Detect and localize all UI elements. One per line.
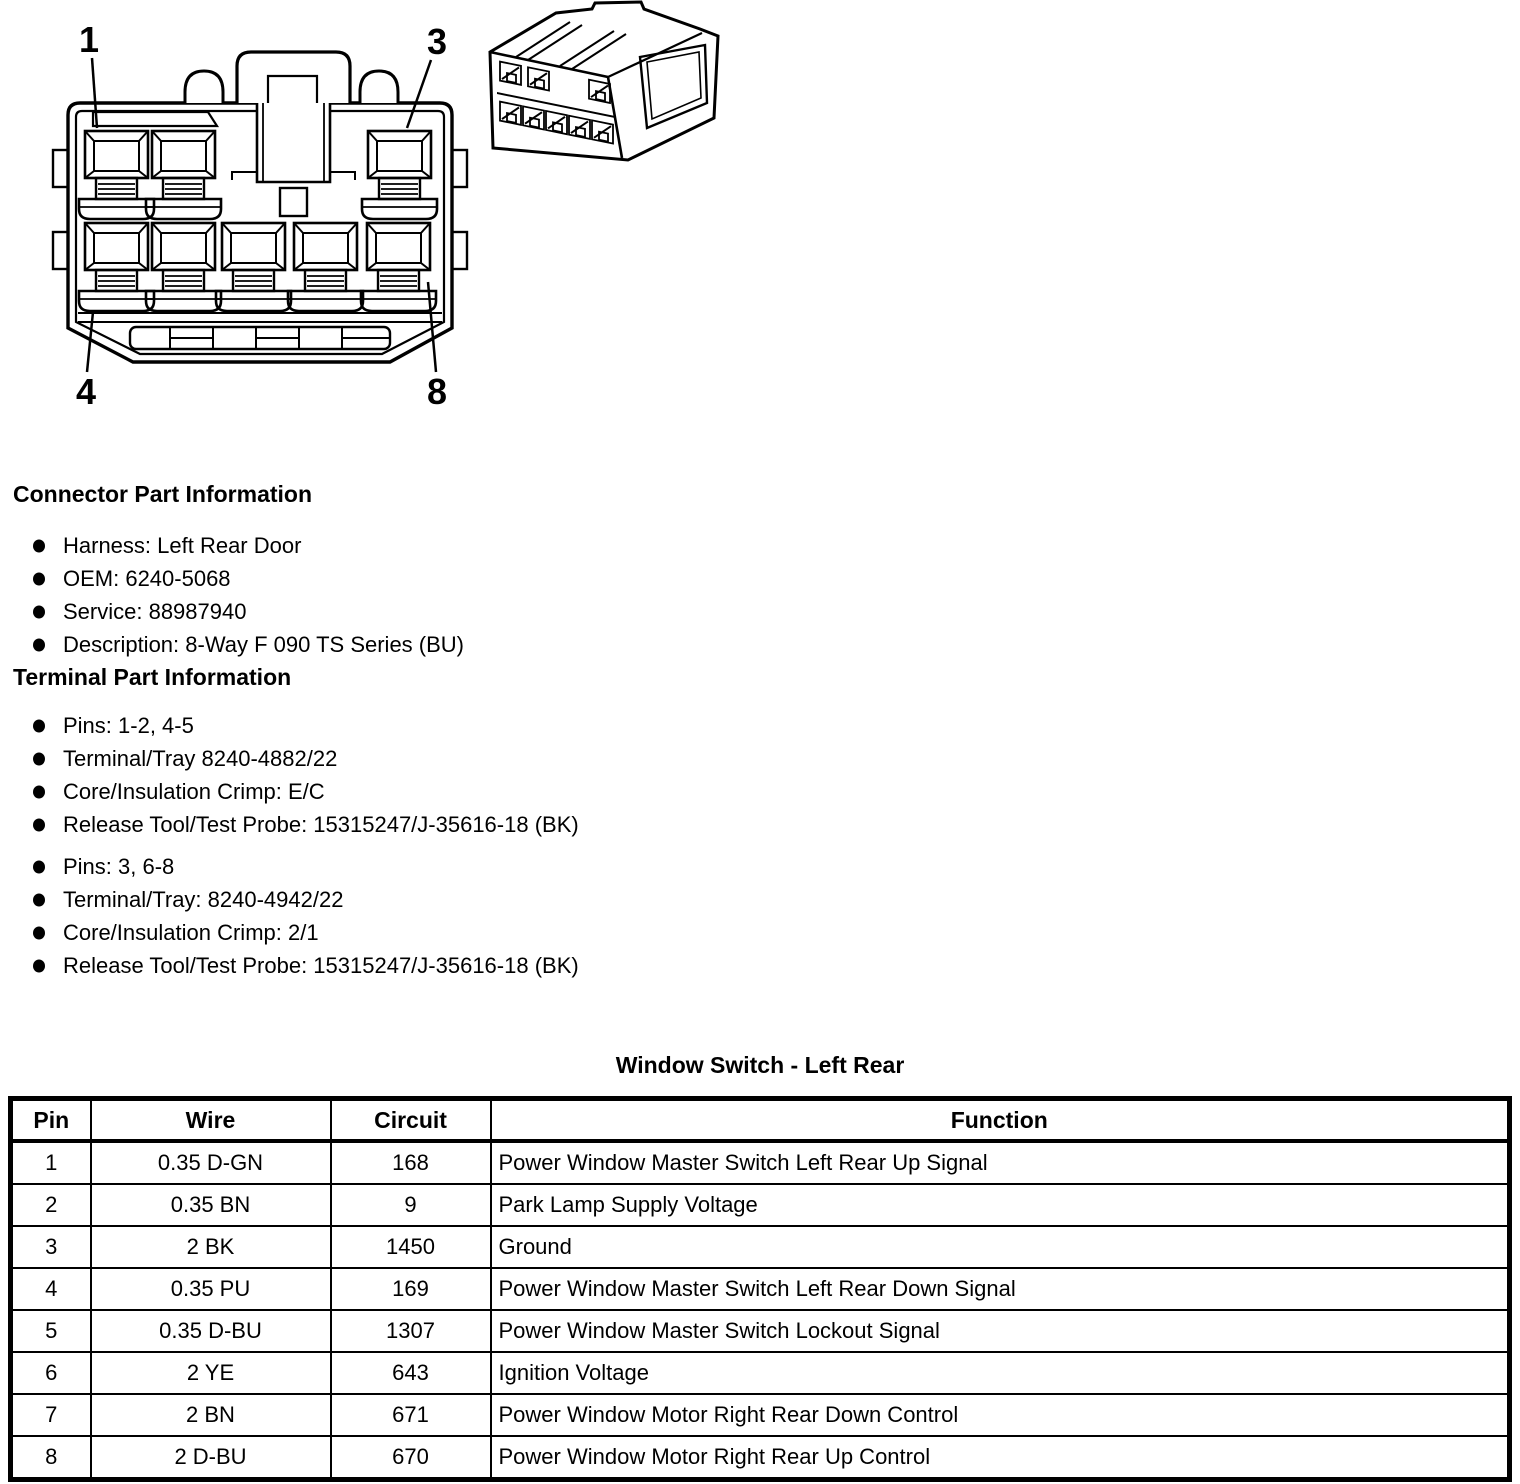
cell-pin: 2 — [11, 1184, 91, 1226]
cell-wire: 2 D-BU — [91, 1436, 331, 1480]
list-item-text: OEM: 6240-5068 — [63, 565, 231, 591]
bullet-icon — [33, 752, 45, 765]
bullet-icon — [33, 926, 45, 939]
connector-perspective-view — [490, 2, 718, 160]
terminal-info-list-2 — [0, 850, 900, 982]
table-row — [11, 1141, 1510, 1184]
list-item-text: Harness: Left Rear Door — [63, 532, 302, 558]
cell-circuit: 9 — [331, 1184, 491, 1226]
table-row — [11, 1184, 1510, 1226]
cell-wire: 0.35 D-GN — [91, 1141, 331, 1184]
cell-pin: 4 — [11, 1268, 91, 1310]
cell-pin: 7 — [11, 1394, 91, 1436]
table-row — [11, 1352, 1510, 1394]
col-header-circuit: Circuit — [331, 1099, 491, 1142]
cell-wire: 2 YE — [91, 1352, 331, 1394]
list-item — [0, 775, 900, 808]
list-item-text: Release Tool/Test Probe: 15315247/J-35616-18 (BK) — [63, 952, 579, 978]
table-row — [11, 1310, 1510, 1352]
cell-function: Power Window Master Switch Left Rear Down Signal — [491, 1268, 1510, 1310]
connector-info-heading: Connector Part Information — [13, 481, 313, 507]
terminal-info-list-1 — [0, 709, 900, 841]
bullet-icon — [33, 893, 45, 906]
cell-function: Power Window Master Switch Left Rear Up Signal — [491, 1141, 1510, 1184]
list-item-text: Pins: 3, 6-8 — [63, 853, 175, 879]
terminal-info-heading: Terminal Part Information — [13, 664, 292, 690]
table-row — [11, 1394, 1510, 1436]
cell-function: Power Window Motor Right Rear Down Control — [491, 1394, 1510, 1436]
list-item-text: Description: 8-Way F 090 TS Series (BU) — [63, 631, 465, 657]
cell-circuit: 1450 — [331, 1226, 491, 1268]
col-header-function: Function — [491, 1099, 1510, 1142]
cell-circuit: 168 — [331, 1141, 491, 1184]
list-item-text: Terminal/Tray 8240-4882/22 — [63, 745, 338, 771]
cell-circuit: 670 — [331, 1436, 491, 1480]
pin-table-title: Window Switch - Left Rear — [615, 1052, 905, 1078]
connector-info-list — [0, 529, 900, 661]
cell-pin: 8 — [11, 1436, 91, 1480]
cell-circuit: 643 — [331, 1352, 491, 1394]
list-item-text: Service: 88987940 — [63, 598, 247, 624]
bullet-icon — [33, 638, 45, 651]
list-item-text: Terminal/Tray: 8240-4942/22 — [63, 886, 344, 912]
cell-pin: 5 — [11, 1310, 91, 1352]
connector-diagram — [0, 0, 770, 435]
list-item — [0, 709, 900, 742]
cell-pin: 3 — [11, 1226, 91, 1268]
col-header-wire: Wire — [91, 1099, 331, 1142]
table-header-row — [11, 1099, 1510, 1142]
bullet-icon — [33, 818, 45, 831]
pin-label-4: 4 — [75, 371, 97, 412]
table-row — [11, 1436, 1510, 1480]
col-header-pin: Pin — [11, 1099, 91, 1142]
cell-function: Power Window Motor Right Rear Up Control — [491, 1436, 1510, 1480]
cell-wire: 0.35 BN — [91, 1184, 331, 1226]
cavity-row-bottom — [79, 223, 436, 311]
list-item — [0, 808, 900, 841]
list-item — [0, 742, 900, 775]
bullet-icon — [33, 785, 45, 798]
connector-front-view — [53, 19, 467, 412]
cell-pin: 6 — [11, 1352, 91, 1394]
list-item-text: Pins: 1-2, 4-5 — [63, 712, 194, 738]
list-item — [0, 628, 900, 661]
pin-label-3: 3 — [426, 21, 448, 62]
list-item — [0, 562, 900, 595]
table-row — [11, 1226, 1510, 1268]
list-item — [0, 529, 900, 562]
list-item — [0, 595, 900, 628]
cell-circuit: 671 — [331, 1394, 491, 1436]
cell-circuit: 1307 — [331, 1310, 491, 1352]
bullet-icon — [33, 605, 45, 618]
bullet-icon — [33, 719, 45, 732]
cell-circuit: 169 — [331, 1268, 491, 1310]
cell-wire: 0.35 D-BU — [91, 1310, 331, 1352]
cell-function: Park Lamp Supply Voltage — [491, 1184, 1510, 1226]
bullet-icon — [33, 959, 45, 972]
list-item-text: Core/Insulation Crimp: E/C — [63, 778, 325, 804]
list-item-text: Release Tool/Test Probe: 15315247/J-35616-18 (BK) — [63, 811, 579, 837]
list-item — [0, 916, 900, 949]
list-item-text: Core/Insulation Crimp: 2/1 — [63, 919, 319, 945]
cell-pin: 1 — [11, 1141, 91, 1184]
cell-wire: 2 BN — [91, 1394, 331, 1436]
list-item — [0, 850, 900, 883]
cell-wire: 0.35 PU — [91, 1268, 331, 1310]
table-row — [11, 1268, 1510, 1310]
cell-function: Power Window Master Switch Lockout Signal — [491, 1310, 1510, 1352]
bullet-icon — [33, 572, 45, 585]
cell-function: Ground — [491, 1226, 1510, 1268]
list-item — [0, 883, 900, 916]
list-item — [0, 949, 900, 982]
bullet-icon — [33, 539, 45, 552]
bullet-icon — [33, 860, 45, 873]
pin-function-table — [8, 1096, 1512, 1482]
cell-wire: 2 BK — [91, 1226, 331, 1268]
cell-function: Ignition Voltage — [491, 1352, 1510, 1394]
pin-label-1: 1 — [78, 19, 100, 60]
pin-label-8: 8 — [426, 371, 448, 412]
